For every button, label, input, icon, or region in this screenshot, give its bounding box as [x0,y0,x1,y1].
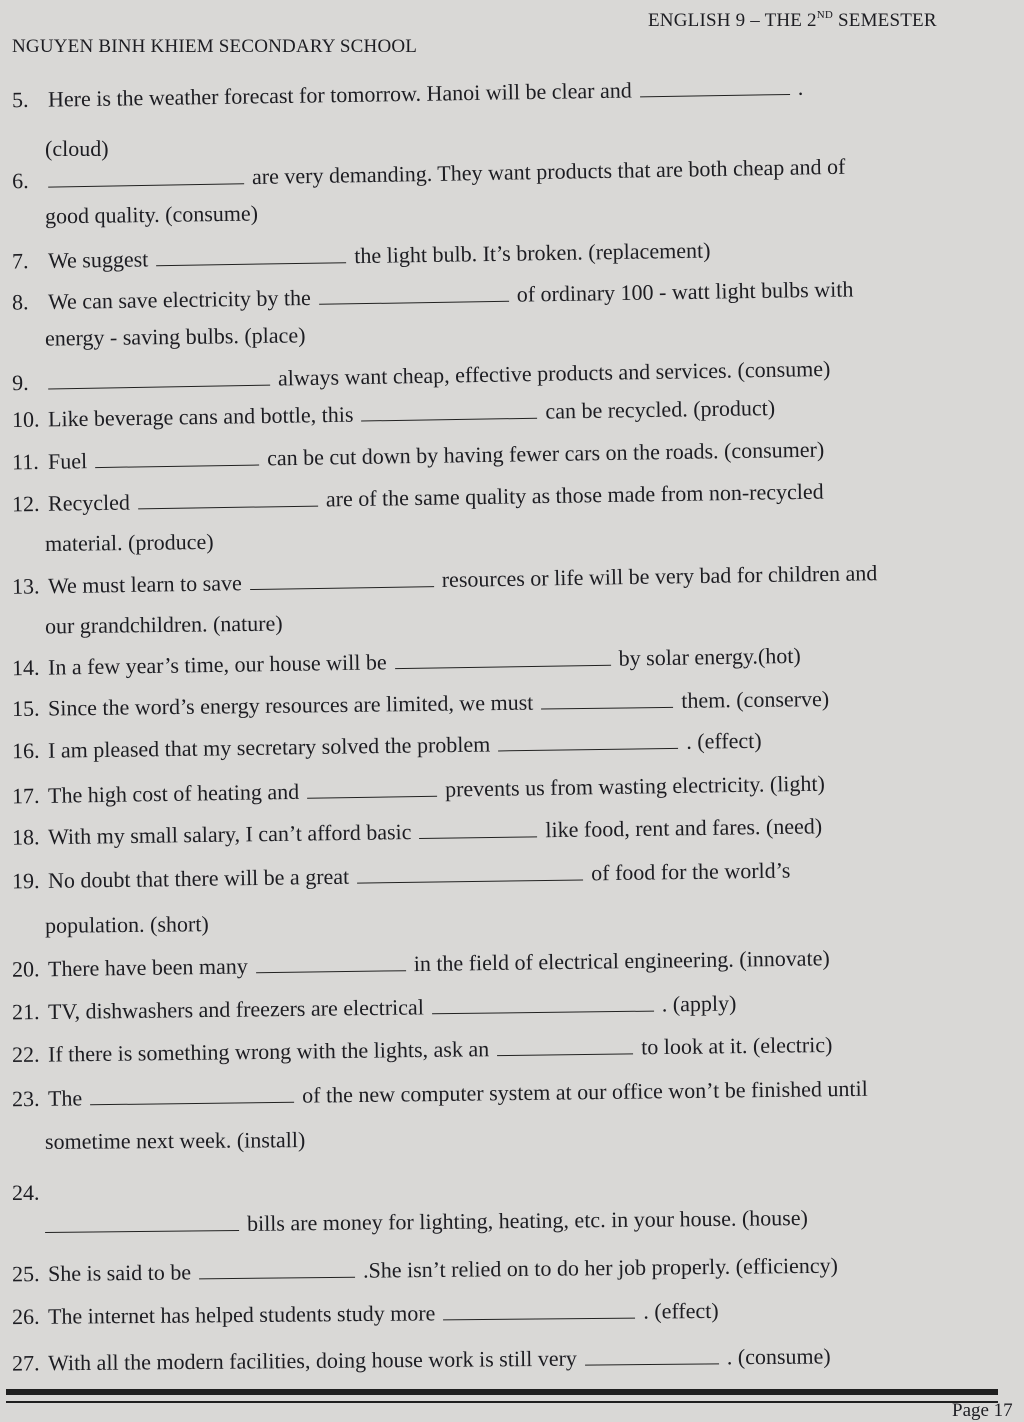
question-number: 5. [11,86,29,113]
answer-blank[interactable] [199,1257,355,1280]
question-text: Fuel [47,448,88,474]
answer-blank[interactable] [443,1298,635,1321]
question-7 [12,237,711,275]
answer-blank[interactable] [95,444,259,468]
question-text: of the new computer system at our office won’t be finished until [302,1075,868,1108]
answer-blank[interactable] [541,687,673,710]
question-number: 19. [11,868,40,894]
question-text: No doubt that there will be a great [47,863,350,893]
answer-blank[interactable] [394,645,610,669]
question-10 [12,394,775,433]
question-text: The [47,1085,83,1111]
question-19 [12,857,791,895]
question-text: The internet has helped students study more [47,1300,436,1329]
question-9 [12,355,831,397]
question-text: TV, dishwashers and freezers are electrical [47,994,425,1024]
subject-suffix: SEMESTER [833,10,937,31]
question-text: Since the word’s energy resources are limited, we must [47,689,534,721]
question-number: 23. [11,1085,40,1112]
question-14 [12,642,801,682]
question-text: them. (conserve) [681,686,830,713]
question-text: We must learn to save [47,570,242,599]
answer-blank[interactable] [48,163,244,187]
question-16 [12,727,762,765]
subject-title [648,9,937,32]
question-text: There have been many [47,953,248,982]
question-24 [45,1204,808,1239]
question-22 [12,1031,833,1068]
question-number: 6. [11,167,29,194]
answer-blank[interactable] [432,991,654,1015]
question-number: 10. [11,406,40,432]
question-text: We suggest [47,246,149,273]
question-6 [12,153,846,195]
question-text: Recycled [47,489,131,516]
question-text: Like beverage cans and bottle, this [47,401,354,432]
answer-blank[interactable] [250,566,434,590]
footer-divider [6,1389,998,1395]
question-26 [12,1297,719,1331]
question-number: 21. [11,999,40,1025]
question-15 [12,685,829,722]
question-text: If there is something wrong with the lights, ask an [47,1036,490,1067]
question-5-continuation: (cloud) [45,136,109,161]
question-number: 13. [11,573,40,599]
question-number: 12. [11,490,40,517]
question-text: . [797,74,804,100]
question-number: 18. [11,824,40,850]
question-text: prevents us from wasting electricity. (light) [444,770,826,802]
answer-blank[interactable] [319,281,509,305]
question-text: We can save electricity by the [47,284,311,315]
question-number: 27. [11,1350,40,1376]
question-number: 14. [11,654,40,681]
question-24-number: 24. [12,1180,40,1205]
question-23 [12,1075,868,1113]
question-number: 22. [11,1041,40,1068]
question-text: She is said to be [47,1259,192,1286]
question-number: 7. [11,248,29,274]
question-12-continuation: material. (produce) [44,528,214,557]
question-text: . (consume) [726,1343,831,1370]
question-text: to look at it. (electric) [640,1031,833,1060]
answer-blank[interactable] [640,74,790,97]
question-number: 16. [11,737,40,764]
question-text: of ordinary 100 - watt light bulbs with [516,276,854,307]
question-11 [12,436,825,476]
question-18 [12,812,822,851]
answer-blank[interactable] [138,486,318,510]
question-12 [12,478,824,518]
answer-blank[interactable] [256,950,406,973]
answer-blank[interactable] [156,242,346,266]
question-13-continuation: our grandchildren. (nature) [44,610,283,639]
question-number: 9. [11,369,29,396]
question-text: .She isn’t relied on to do her job properly. (efficiency) [362,1252,839,1283]
question-text: always want cheap, effective products and services. (consume) [277,355,831,391]
question-text: are very demanding. They want products that are both cheap and of [251,153,846,190]
question-text: like food, rent and fares. (need) [545,813,823,843]
question-number: 17. [11,782,40,809]
question-text: . (effect) [643,1297,719,1324]
question-20 [12,944,830,983]
question-8-continuation: energy - saving bulbs. (place) [44,322,306,351]
question-8 [12,275,854,316]
answer-blank[interactable] [48,365,270,390]
footer-divider-thin [6,1401,998,1403]
question-text: the light bulb. It’s broken. (replacement) [354,237,711,269]
question-text: of food for the world’s [590,857,791,886]
question-text: . (apply) [661,990,737,1017]
question-number: 26. [11,1303,40,1330]
question-text: are of the same quality as those made from non-recycled [325,478,824,512]
question-text: resources or life will be very bad for children and [441,560,878,593]
question-21 [12,990,737,1026]
question-text: With my small salary, I can’t afford basic [47,819,412,850]
answer-blank[interactable] [45,1210,239,1233]
question-text: in the field of electrical engineering. (innovate) [413,945,830,977]
question-text: by solar energy.(hot) [618,642,801,671]
question-number: 11. [11,448,39,475]
question-27 [12,1342,831,1377]
answer-blank[interactable] [357,859,583,883]
answer-blank[interactable] [497,1033,633,1056]
question-number: 25. [11,1261,40,1287]
question-text: bills are money for lighting, heating, etc. in your house. (house) [246,1205,808,1236]
question-25 [12,1252,838,1288]
answer-blank[interactable] [361,398,537,422]
question-17 [12,770,825,810]
question-number: 20. [11,956,40,982]
page-number: Page 17 [952,1400,1013,1421]
question-5 [12,74,804,114]
question-6-continuation: good quality. (consume) [44,200,259,229]
question-23-continuation: sometime next week. (install) [44,1127,306,1154]
answer-blank[interactable] [585,1343,719,1365]
question-13 [12,559,878,600]
subject-superscript: ND [816,9,834,21]
question-19-continuation: population. (short) [44,911,209,938]
question-text: . (effect) [686,727,762,754]
question-text: In a few year’s time, our house will be [47,649,387,680]
question-text: can be cut down by having fewer cars on the roads. (consumer) [266,436,825,471]
question-number: 15. [11,695,40,721]
answer-blank[interactable] [307,776,437,799]
answer-blank[interactable] [498,728,678,752]
subject-prefix: ENGLISH 9 – THE 2 [648,10,817,31]
answer-blank[interactable] [90,1082,294,1105]
question-text: The high cost of heating and [47,778,300,808]
question-text: Here is the weather forecast for tomorrow. Hanoi will be clear and [47,77,632,112]
answer-blank[interactable] [419,816,537,839]
question-number: 8. [11,289,29,315]
question-text: I am pleased that my secretary solved the problem [47,731,491,763]
question-text: can be recycled. (product) [545,395,776,424]
school-name: NGUYEN BINH KHIEM SECONDARY SCHOOL [12,36,418,57]
question-text: With all the modern facilities, doing house work is still very [47,1345,577,1376]
